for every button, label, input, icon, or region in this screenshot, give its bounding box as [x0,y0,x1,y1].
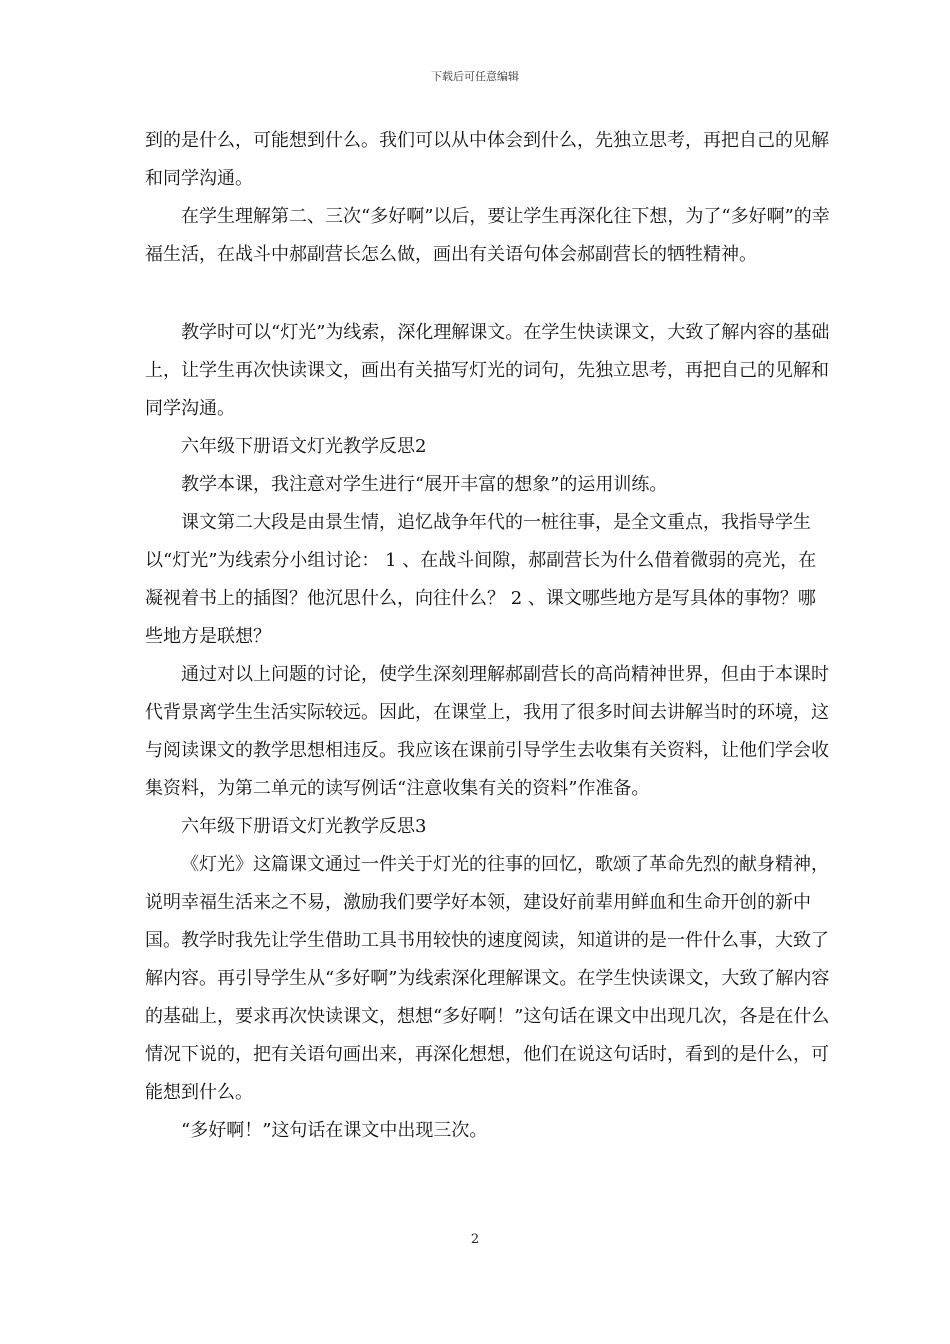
paragraph-gap [145,274,831,314]
document-body [145,122,831,1150]
section-heading: 六年级下册语文灯光教学反思2 [181,436,427,457]
paragraph: 通过对以上问题的讨论，使学生深刻理解郝副营长的高尚精神世界，但由于本课时代背景离学生生活实际较远。因此，在课堂上，我用了很多时间去讲解当时的环境，这与阅读课文的教学思想相违反。我应该在课前引导学生去收集有关资料，让他们学会收集资料，为第二单元的读写例话“注意收集有关的资料”作准备。 [145,664,829,799]
page-number: 2 [470,1232,480,1247]
paragraph: “多好啊！”这句话在课文中出现三次。 [181,1120,488,1141]
paragraph: 课文第二大段是由景生情，追忆战争年代的一桩往事，是全文重点，我指导学生以“灯光”为线索分小组讨论： 1 、在战斗间隙，郝副营长为什么借着微弱的亮光，在凝视着书上的插图？他沉思什么，向往什么？ 2 、课文哪些地方是写具体的事物？哪些地方是联想？ [145,512,817,647]
paragraph: 教学本课，我注意对学生进行“展开丰富的想象”的运用训练。 [181,474,668,495]
section-heading: 六年级下册语文灯光教学反思3 [181,816,427,837]
paragraph: 教学时可以“灯光”为线索，深化理解课文。在学生快读课文，大致了解内容的基础上，让学生再次快读课文，画出有关描写灯光的词句，先独立思考，再把自己的见解和同学沟通。 [145,322,830,419]
paragraph: 《灯光》这篇课文通过一件关于灯光的往事的回忆，歌颂了革命先烈的献身精神，说明幸福生活来之不易，激励我们要学好本领，建设好前辈用鲜血和生命开创的新中国。教学时我先让学生借助工具书用较快的速度阅读，知道讲的是一件什么事，大致了解内容。再引导学生从“多好啊”为线索深化理解课文。在学生快读课文，大致了解内容的基础上，要求再次快读课文，想想“多好啊！”这句话在课文中出现几次，各是在什么情况下说的，把有关语句画出来，再深化想想，他们在说这句话时，看到的是什么，可能想到什么。 [145,854,830,1103]
paragraph-continuation: 到的是什么，可能想到什么。我们可以从中体会到什么，先独立思考，再把自己的见解和同学沟通。 [145,130,829,189]
paragraph: 在学生理解第二、三次“多好啊”以后，要让学生再深化往下想，为了“多好啊”的幸福生活，在战斗中郝副营长怎么做，画出有关语句体会郝副营长的牺牲精神。 [145,206,830,265]
page-header: 下载后可任意编辑 [431,70,519,83]
